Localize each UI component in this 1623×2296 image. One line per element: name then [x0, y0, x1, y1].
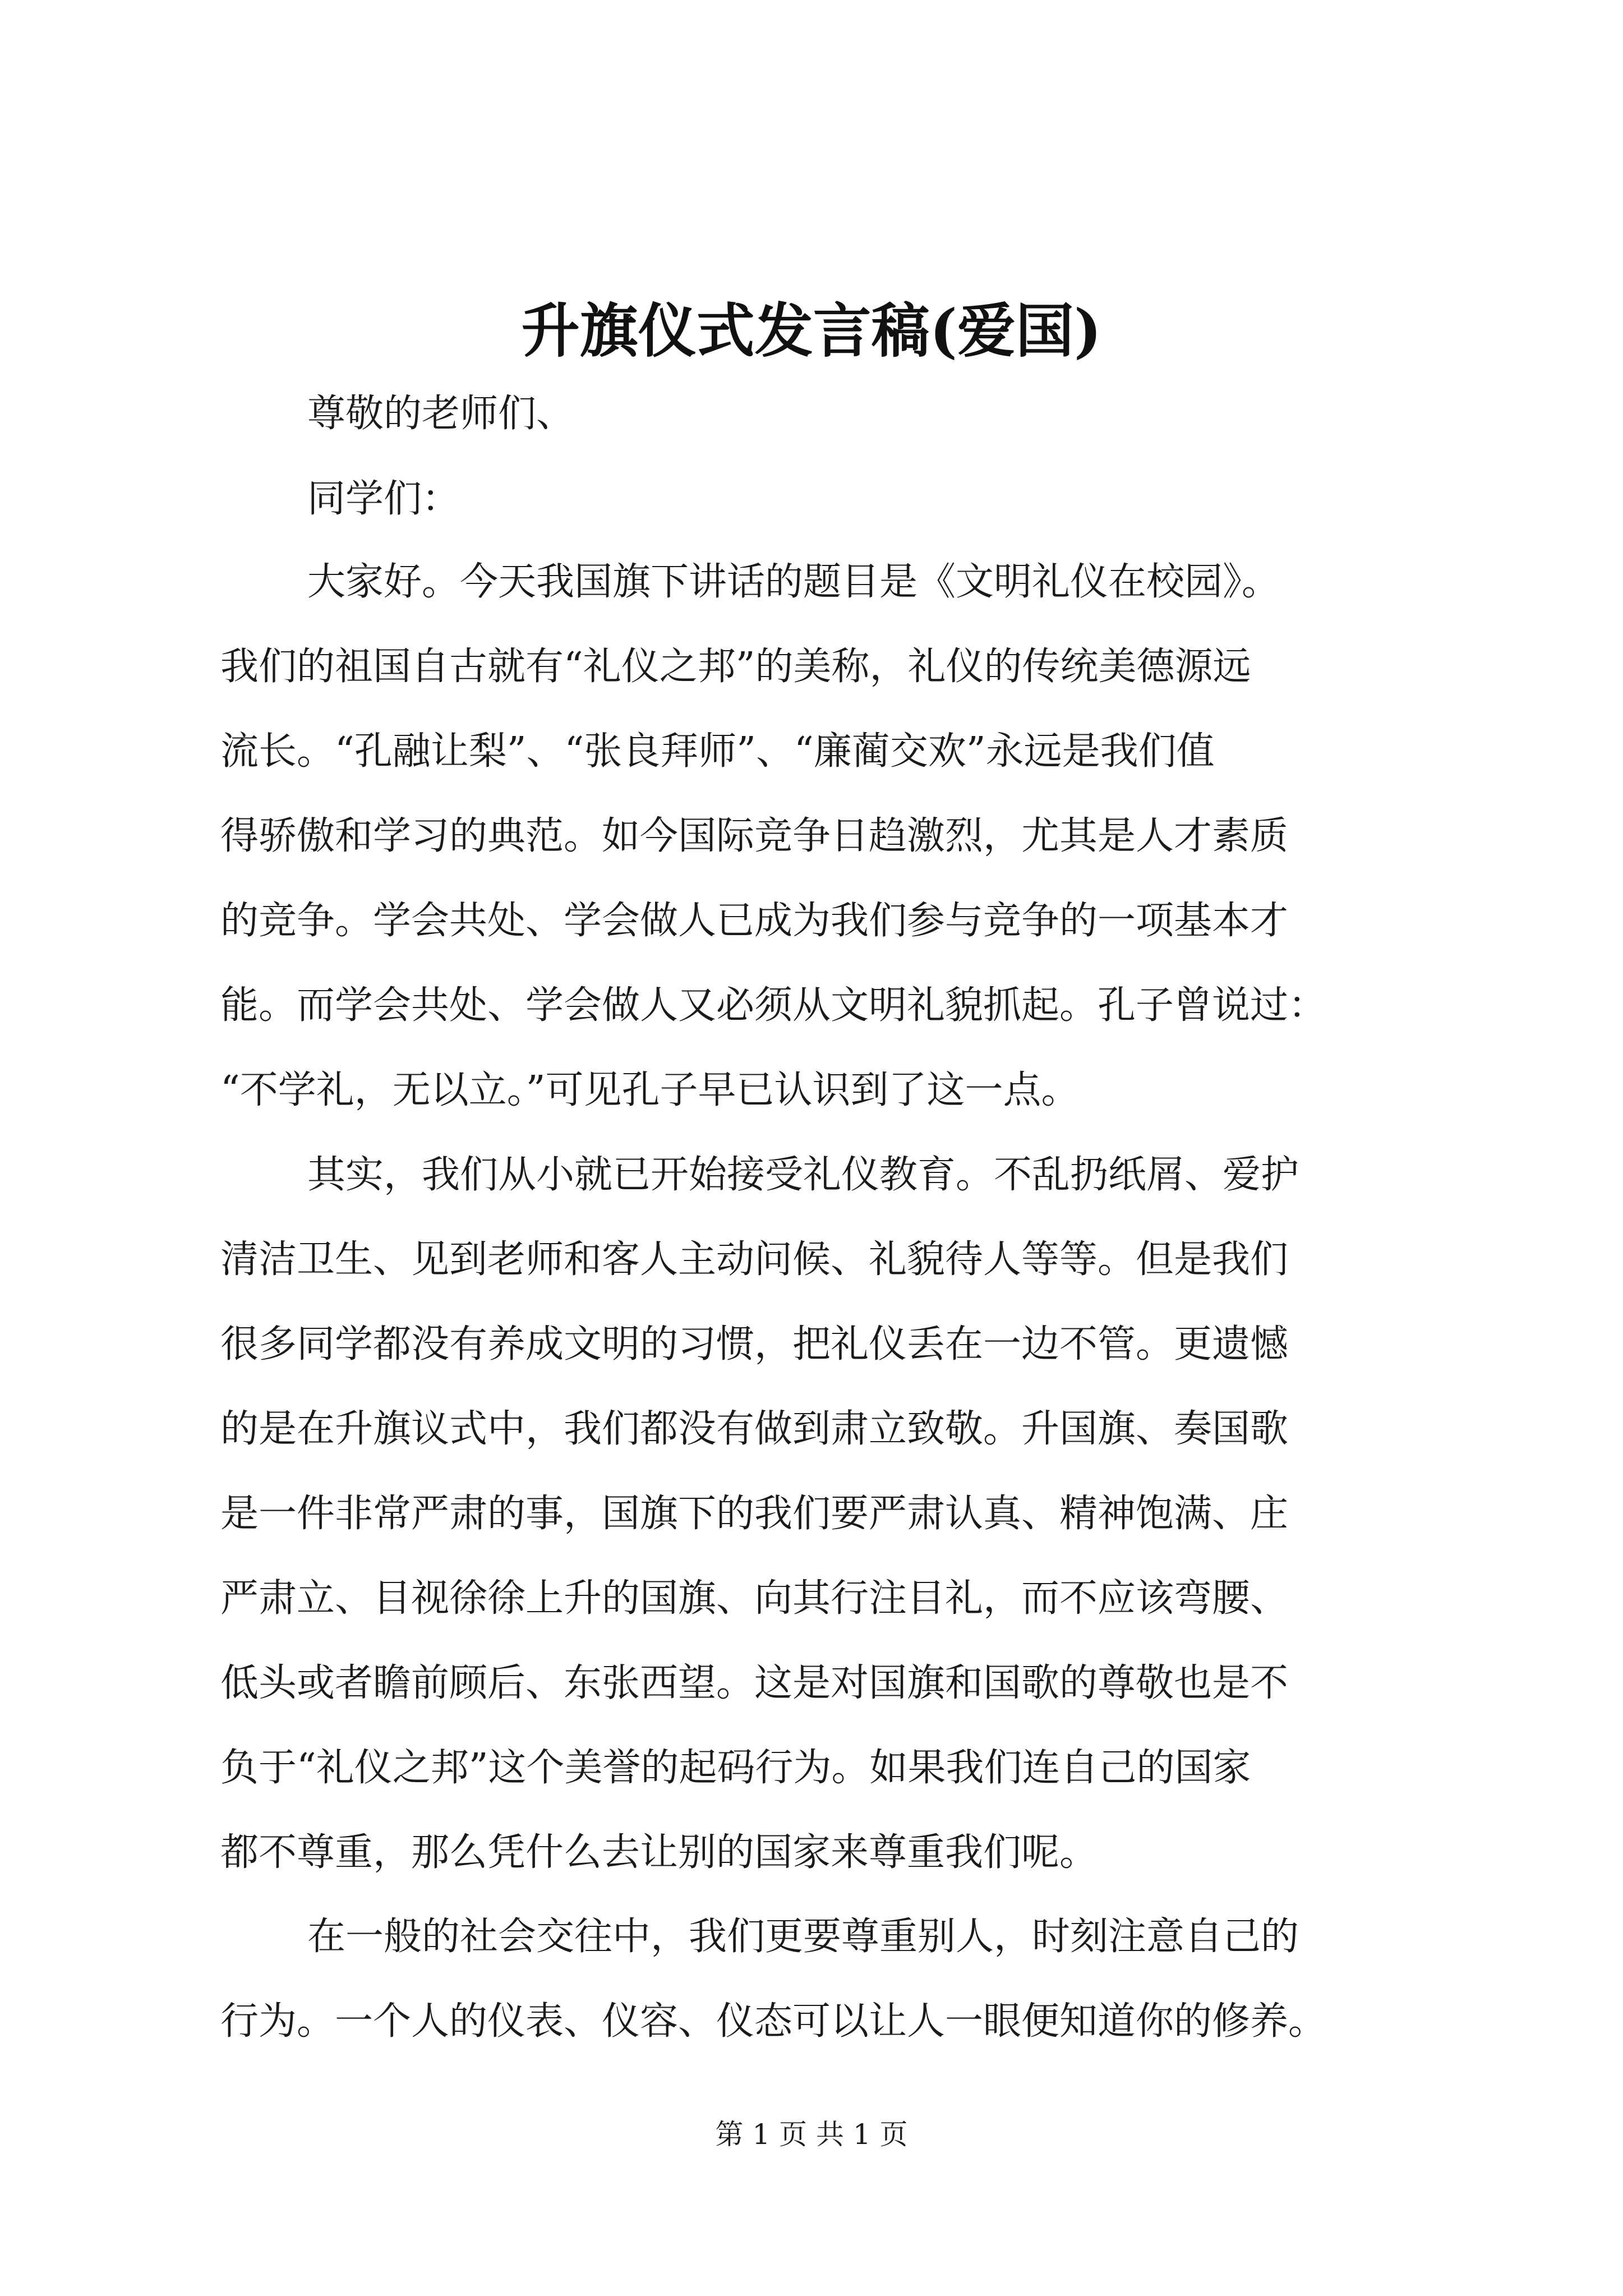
body-line: 的是在升旗议式中，我们都没有做到肃立致敬。升国旗、奏国歌: [220, 1407, 1289, 1451]
body-line: 其实，我们从小就已开始接受礼仪教育。不乱扔纸屑、爱护: [307, 1153, 1299, 1197]
salutation-line: 尊敬的老师们、: [307, 392, 575, 436]
body-line: 低头或者瞻前顾后、东张西望。这是对国旗和国歌的尊敬也是不: [220, 1661, 1289, 1705]
body-line: 清洁卫生、见到老师和客人主动问候、礼貌待人等等。但是我们: [220, 1237, 1289, 1282]
body-line: 负于“礼仪之邦”这个美誉的起码行为。如果我们连自己的国家: [220, 1746, 1251, 1790]
body-line: “不学礼，无以立。”可见孔子早已认识到了这一点。: [220, 1068, 1080, 1112]
body-line: 得骄傲和学习的典范。如今国际竞争日趋激烈，尤其是人才素质: [220, 814, 1289, 858]
body-line: 在一般的社会交往中，我们更要尊重别人，时刻注意自己的: [307, 1915, 1299, 1959]
body-line: 都不尊重，那么凭什么去让别的国家来尊重我们呢。: [220, 1830, 1098, 1875]
salutation-line: 同学们：: [307, 477, 460, 521]
body-line: 严肃立、目视徐徐上升的国旗、向其行注目礼，而不应该弯腰、: [220, 1576, 1289, 1621]
body-line: 能。而学会共处、学会做人又必须从文明礼貌抓起。孔子曾说过：: [220, 983, 1327, 1028]
body-line: 很多同学都没有养成文明的习惯，把礼仪丢在一边不管。更遗憾: [220, 1322, 1289, 1366]
document-title: 升旗仪式发言稿(爱国): [521, 296, 1102, 365]
page-number-footer: 第 1 页 共 1 页: [715, 2118, 908, 2151]
body-line: 行为。一个人的仪表、仪容、仪态可以让人一眼便知道你的修养。: [220, 1999, 1327, 2044]
body-line: 的竞争。学会共处、学会做人已成为我们参与竞争的一项基本才: [220, 899, 1289, 943]
body-line: 流长。“孔融让梨”、“张良拜师”、“廉蔺交欢”永远是我们值: [220, 729, 1215, 774]
body-line: 大家好。今天我国旗下讲话的题目是《文明礼仪在校园》。: [307, 560, 1280, 604]
body-line: 我们的祖国自古就有“礼仪之邦”的美称，礼仪的传统美德源远: [220, 645, 1251, 689]
body-line: 是一件非常严肃的事，国旗下的我们要严肃认真、精神饱满、庄: [220, 1492, 1289, 1536]
